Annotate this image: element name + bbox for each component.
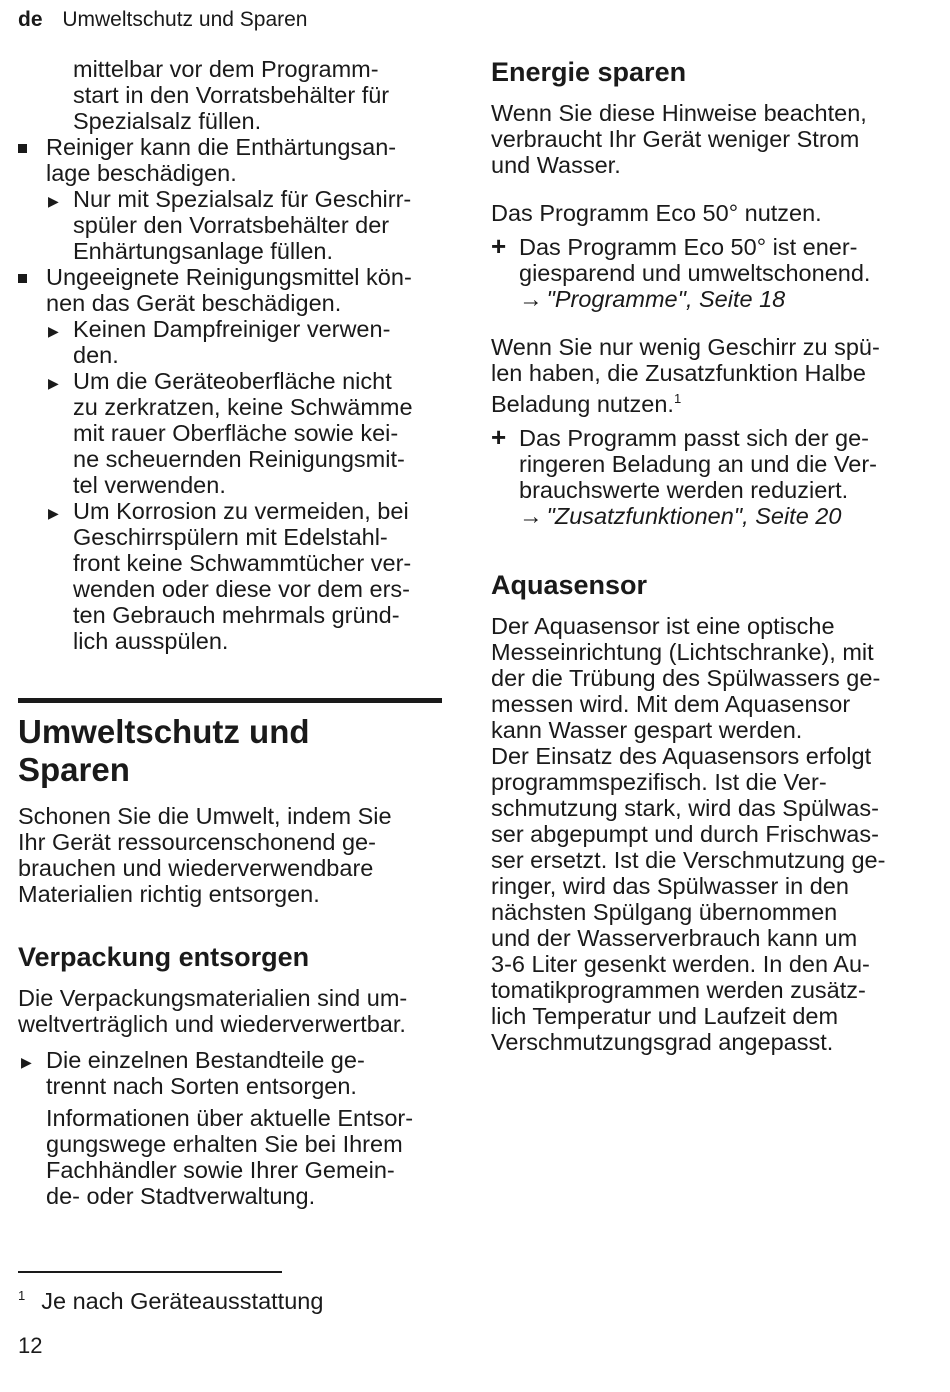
- reference-text: "Programme", Seite 18: [546, 286, 786, 312]
- instruction-item: [18, 498, 442, 654]
- triangle-arrow-icon: ▶: [48, 375, 59, 391]
- text-line: messen wird. Mit dem Aquasensor: [491, 690, 851, 717]
- text-line: Messeinrichtung (Lichtschranke), mit: [491, 638, 874, 665]
- left-column: [18, 56, 442, 1209]
- footnote: [18, 1288, 323, 1315]
- text-line: wenden oder diese vor dem ers-: [73, 576, 411, 602]
- text-line: lich ausspülen.: [73, 628, 229, 654]
- instruction-item: [18, 316, 442, 368]
- energy-intro: [491, 100, 921, 178]
- text-span: Beladung nutzen.: [491, 390, 674, 417]
- eco-instruction: Das Programm Eco 50° nutzen.: [491, 200, 822, 226]
- text-line: Materialien richtig entsorgen.: [18, 881, 320, 907]
- triangle-arrow-icon: ▶: [21, 1054, 32, 1070]
- text-line: ten Gebrauch mehrmals gründ-: [73, 602, 400, 628]
- energy-heading: Energie sparen: [491, 57, 687, 87]
- text-line: trennt nach Sorten entsorgen.: [46, 1073, 357, 1099]
- text-line: tomatikprogrammen werden zusätz-: [491, 976, 866, 1003]
- text-line: Der Einsatz des Aquasensors erfolgt: [491, 742, 872, 769]
- packaging-heading: Verpackung entsorgen: [18, 942, 310, 972]
- text-line: brauchswerte werden reduziert.: [519, 476, 849, 503]
- text-line: Ihr Gerät ressourcenschonend ge-: [18, 829, 376, 855]
- footnote-text: Je nach Geräteausstattung: [41, 1288, 324, 1314]
- text-line: ser ersetzt. Ist die Verschmutzung ge-: [491, 846, 886, 873]
- text-line: start in den Vorratsbehälter für: [73, 82, 390, 108]
- benefit-item: [491, 421, 921, 503]
- triangle-arrow-icon: ▶: [48, 323, 59, 339]
- text-line: der die Trübung des Spülwassers ge-: [491, 664, 881, 691]
- section-title-line: Umweltschutz und: [18, 713, 310, 750]
- text-line: Schonen Sie die Umwelt, indem Sie: [18, 803, 392, 829]
- text-line: Das Programm Eco 50° ist ener-: [519, 234, 858, 260]
- arrow-right-icon: →: [519, 286, 543, 312]
- cross-reference[interactable]: [491, 503, 921, 529]
- text-line: und Wasser.: [491, 152, 621, 178]
- text-line: [491, 386, 921, 417]
- section-title: [18, 713, 442, 789]
- triangle-arrow-icon: ▶: [48, 505, 59, 521]
- text-line: Ungeeignete Reinigungsmittel kön-: [46, 264, 412, 290]
- footnote-divider: [18, 1271, 282, 1273]
- text-line: de- oder Stadtverwaltung.: [46, 1183, 316, 1209]
- text-line: schmutzung stark, wird das Spülwas-: [491, 794, 879, 821]
- text-line: nen das Gerät beschädigen.: [46, 290, 342, 316]
- square-bullet-icon: [18, 144, 27, 153]
- section-divider: [18, 698, 442, 703]
- text-line: Fachhändler sowie Ihrer Gemein-: [46, 1157, 395, 1183]
- text-line: ne scheuernden Reinigungsmit-: [73, 446, 405, 472]
- continued-text: [18, 56, 442, 134]
- text-line: Geschirrspülern mit Edelstahl-: [73, 524, 388, 550]
- section-title-line: Sparen: [18, 751, 130, 788]
- text-line: Die Verpackungsmaterialien sind um-: [18, 985, 408, 1011]
- text-line: spüler den Vorratsbehälter der: [73, 212, 390, 238]
- text-line: Die einzelnen Bestandteile ge-: [46, 1047, 365, 1073]
- text-line: 3-6 Liter gesenkt werden. In den Au-: [491, 950, 870, 977]
- aquasensor-text: [491, 613, 921, 1055]
- text-line: weltverträglich und wiederverwertbar.: [18, 1011, 406, 1037]
- packaging-info: [18, 1105, 442, 1209]
- aquasensor-heading: Aquasensor: [491, 569, 648, 600]
- text-line: giesparend und umweltschonend.: [519, 260, 871, 286]
- text-line: len haben, die Zusatzfunktion Halbe: [491, 360, 866, 386]
- text-line: programmspezifisch. Ist die Ver-: [491, 768, 827, 795]
- page-number: 12: [18, 1333, 43, 1358]
- text-line: Nur mit Spezialsalz für Geschirr-: [73, 186, 412, 212]
- text-line: Um Korrosion zu vermeiden, bei: [73, 498, 409, 524]
- text-line: Enhärtungsanlage füllen.: [73, 238, 334, 264]
- text-line: ringeren Beladung an und die Ver-: [519, 450, 877, 477]
- instruction-item: [18, 1047, 442, 1099]
- header-title: Umweltschutz und Sparen: [62, 8, 308, 31]
- warning-bullet: [18, 264, 442, 316]
- text-line: Wenn Sie nur wenig Geschirr zu spü-: [491, 334, 880, 360]
- text-line: Reiniger kann die Enthärtungsan-: [46, 134, 397, 160]
- text-line: ser abgepumpt und durch Frischwas-: [491, 820, 879, 847]
- half-load-text: [491, 334, 921, 417]
- text-line: Informationen über aktuelle Entsor-: [46, 1105, 414, 1131]
- text-line: Keinen Dampfreiniger verwen-: [73, 316, 391, 342]
- reference-text: "Zusatzfunktionen", Seite 20: [546, 502, 842, 529]
- right-column: [491, 56, 921, 1055]
- text-line: und der Wasserverbrauch kann um: [491, 924, 858, 951]
- text-line: nächsten Spülgang übernommen: [491, 898, 838, 925]
- plus-icon: +: [491, 231, 507, 261]
- text-line: Das Programm passt sich der ge-: [519, 424, 870, 451]
- text-line: lich Temperatur und Laufzeit dem: [491, 1002, 839, 1029]
- plus-icon: +: [491, 421, 507, 452]
- instruction-item: [18, 368, 442, 498]
- benefit-item: [491, 231, 921, 286]
- text-line: Der Aquasensor ist eine optische: [491, 612, 835, 639]
- packaging-text: [18, 985, 442, 1037]
- footnote-number: 1: [18, 1288, 26, 1303]
- text-line: brauchen und wiederverwendbare: [18, 855, 374, 881]
- text-line: kann Wasser gespart werden.: [491, 716, 803, 743]
- text-line: zu zerkratzen, keine Schwämme: [73, 394, 413, 420]
- text-line: Verschmutzungsgrad angepasst.: [491, 1028, 834, 1055]
- text-line: mit rauer Oberfläche sowie kei-: [73, 420, 399, 446]
- text-line: verbraucht Ihr Gerät weniger Strom: [491, 126, 860, 152]
- instruction-item: [18, 186, 442, 264]
- text-line: Um die Geräteoberfläche nicht: [73, 368, 392, 394]
- text-line: lage beschädigen.: [46, 160, 237, 186]
- text-line: Spezialsalz füllen.: [73, 108, 262, 134]
- text-line: gungswege erhalten Sie bei Ihrem: [46, 1131, 403, 1157]
- section-intro: [18, 803, 442, 907]
- square-bullet-icon: [18, 274, 27, 283]
- text-line: Wenn Sie diese Hinweise beachten,: [491, 100, 867, 126]
- cross-reference[interactable]: [491, 286, 921, 312]
- text-line: mittelbar vor dem Programm-: [73, 56, 379, 82]
- arrow-right-icon: →: [519, 502, 543, 529]
- language-code: de: [18, 8, 43, 31]
- footnote-marker: 1: [673, 391, 682, 406]
- text-line: tel verwenden.: [73, 472, 226, 498]
- warning-bullet: [18, 134, 442, 186]
- page-header: [18, 8, 307, 32]
- text-line: front keine Schwammtücher ver-: [73, 550, 412, 576]
- text-line: ringer, wird das Spülwasser in den: [491, 872, 849, 899]
- triangle-arrow-icon: ▶: [48, 193, 59, 209]
- text-line: den.: [73, 342, 119, 368]
